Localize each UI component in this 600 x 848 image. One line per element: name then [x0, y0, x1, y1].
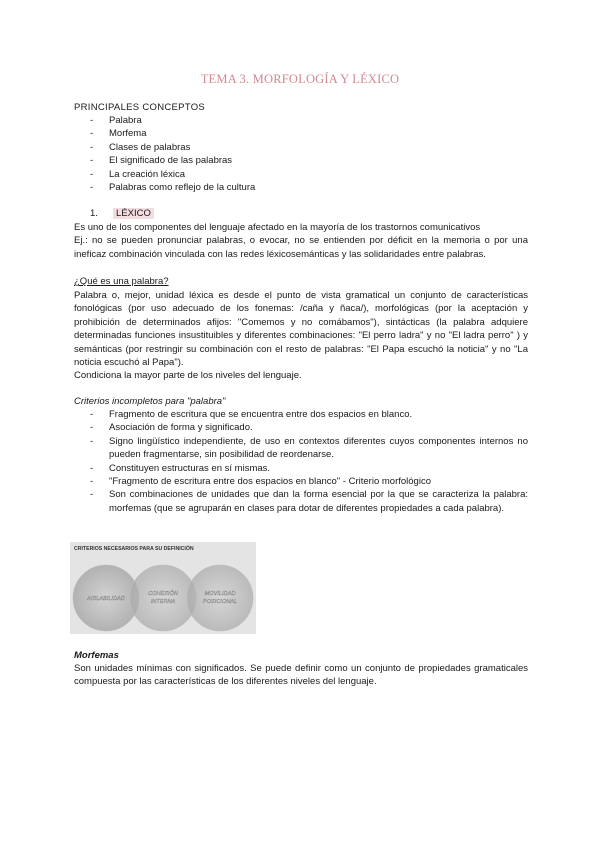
venn-label-aislabilidad: AISLABILIDAD — [87, 596, 125, 602]
list-item: - Palabra — [74, 114, 255, 127]
morfemas-paragraph: Son unidades mínimas con significados. Se puede definir como un conjunto de propiedades gramaticales compuesta por las características de los diferentes niveles del lenguaje. — [74, 663, 528, 688]
criteria-venn-diagram — [70, 542, 256, 634]
list-item: - Clases de palabras — [74, 141, 255, 154]
list-item: - "Fragmento de escritura entre dos espacios en blanco" - Criterio morfológico — [74, 475, 528, 488]
lexico-paragraph — [74, 221, 528, 261]
concepts-list — [74, 114, 255, 194]
palabra-paragraph — [74, 289, 528, 383]
document-title: TEMA 3. MORFOLOGÍA Y LÉXICO — [200, 72, 400, 86]
criterios-heading: Criterios incompletos para "palabra" — [74, 396, 226, 407]
venn-label-movilidad-2: POSICIONAL — [202, 599, 238, 605]
morfemas-heading: Morfemas — [74, 650, 119, 661]
venn-label-movilidad-1: MOVILIDAD — [204, 591, 236, 597]
palabra-conclusion: Condiciona la mayor parte de los niveles del lenguaje. — [74, 370, 302, 382]
section-number: 1. — [90, 208, 98, 219]
list-item: - Morfema — [74, 127, 255, 140]
venn-label-cohesion-2: INTERNA — [150, 599, 176, 605]
list-item: - Constituyen estructuras en sí mismas. — [74, 462, 528, 475]
diagram-title: CRITERIOS NECESARIOS PARA SU DEFINICIÓN — [74, 546, 194, 552]
list-item: - Son combinaciones de unidades que dan la forma esencial por la que se caracteriza la palabra: morfemas (que se agruparán en clases para dotar de diferentes propiedades a cada palabra). — [74, 488, 528, 515]
palabra-definition: Palabra o, mejor, unidad léxica es desde el punto de vista gramatical un conjunto de características fonológicas (por uso adecuado de los fonemas: /caña y ñaca/), morfológicas (por la aceptación y prohibición de determinados afijos: "Comemos y no comábamos"), sintácticas (la palabra adquiere determinadas funciones insustituibles y diferentes combinaciones: "El perro ladra" y no "El ladra perro" ) y semánticas (por restringir su combinación con el resto de palabras: "El Papa escuchó la noticia" y no "La noticia escuchó al Papa"). — [74, 290, 528, 369]
list-item: - Fragmento de escritura que se encuentra entre dos espacios en blanco. — [74, 408, 528, 421]
list-item: - Palabras como reflejo de la cultura — [74, 181, 255, 194]
concepts-heading: PRINCIPALES CONCEPTOS — [74, 102, 206, 113]
criterios-list — [74, 408, 528, 515]
list-item: - Signo lingüístico independiente, de uso en contextos diferentes cuyos componentes internos no pueden fragmentarse, sin posibilidad de reordenarse. — [74, 435, 528, 462]
list-item: - La creación léxica — [74, 168, 255, 181]
palabra-question: ¿Qué es una palabra? — [74, 276, 169, 287]
venn-circle-movilidad — [187, 565, 253, 631]
list-item: - El significado de las palabras — [74, 154, 255, 167]
list-item: - Asociación de forma y significado. — [74, 421, 528, 434]
venn-label-cohesion-1: COHESIÓN — [148, 591, 178, 597]
lexico-intro: Es uno de los componentes del lenguaje afectado en la mayoría de los trastornos comunicativos — [74, 222, 481, 233]
section-label: LÉXICO — [113, 208, 154, 219]
section-heading-lexico — [90, 207, 154, 220]
lexico-example: Ej.: no se pueden pronunciar palabras, o evocar, no se entienden por déficit en la memoria o por una ineficaz combinación vinculada con las redes léxicosemánticas y las solidaridades entre palabras. — [74, 235, 528, 260]
venn-circle-cohesion — [130, 565, 196, 631]
